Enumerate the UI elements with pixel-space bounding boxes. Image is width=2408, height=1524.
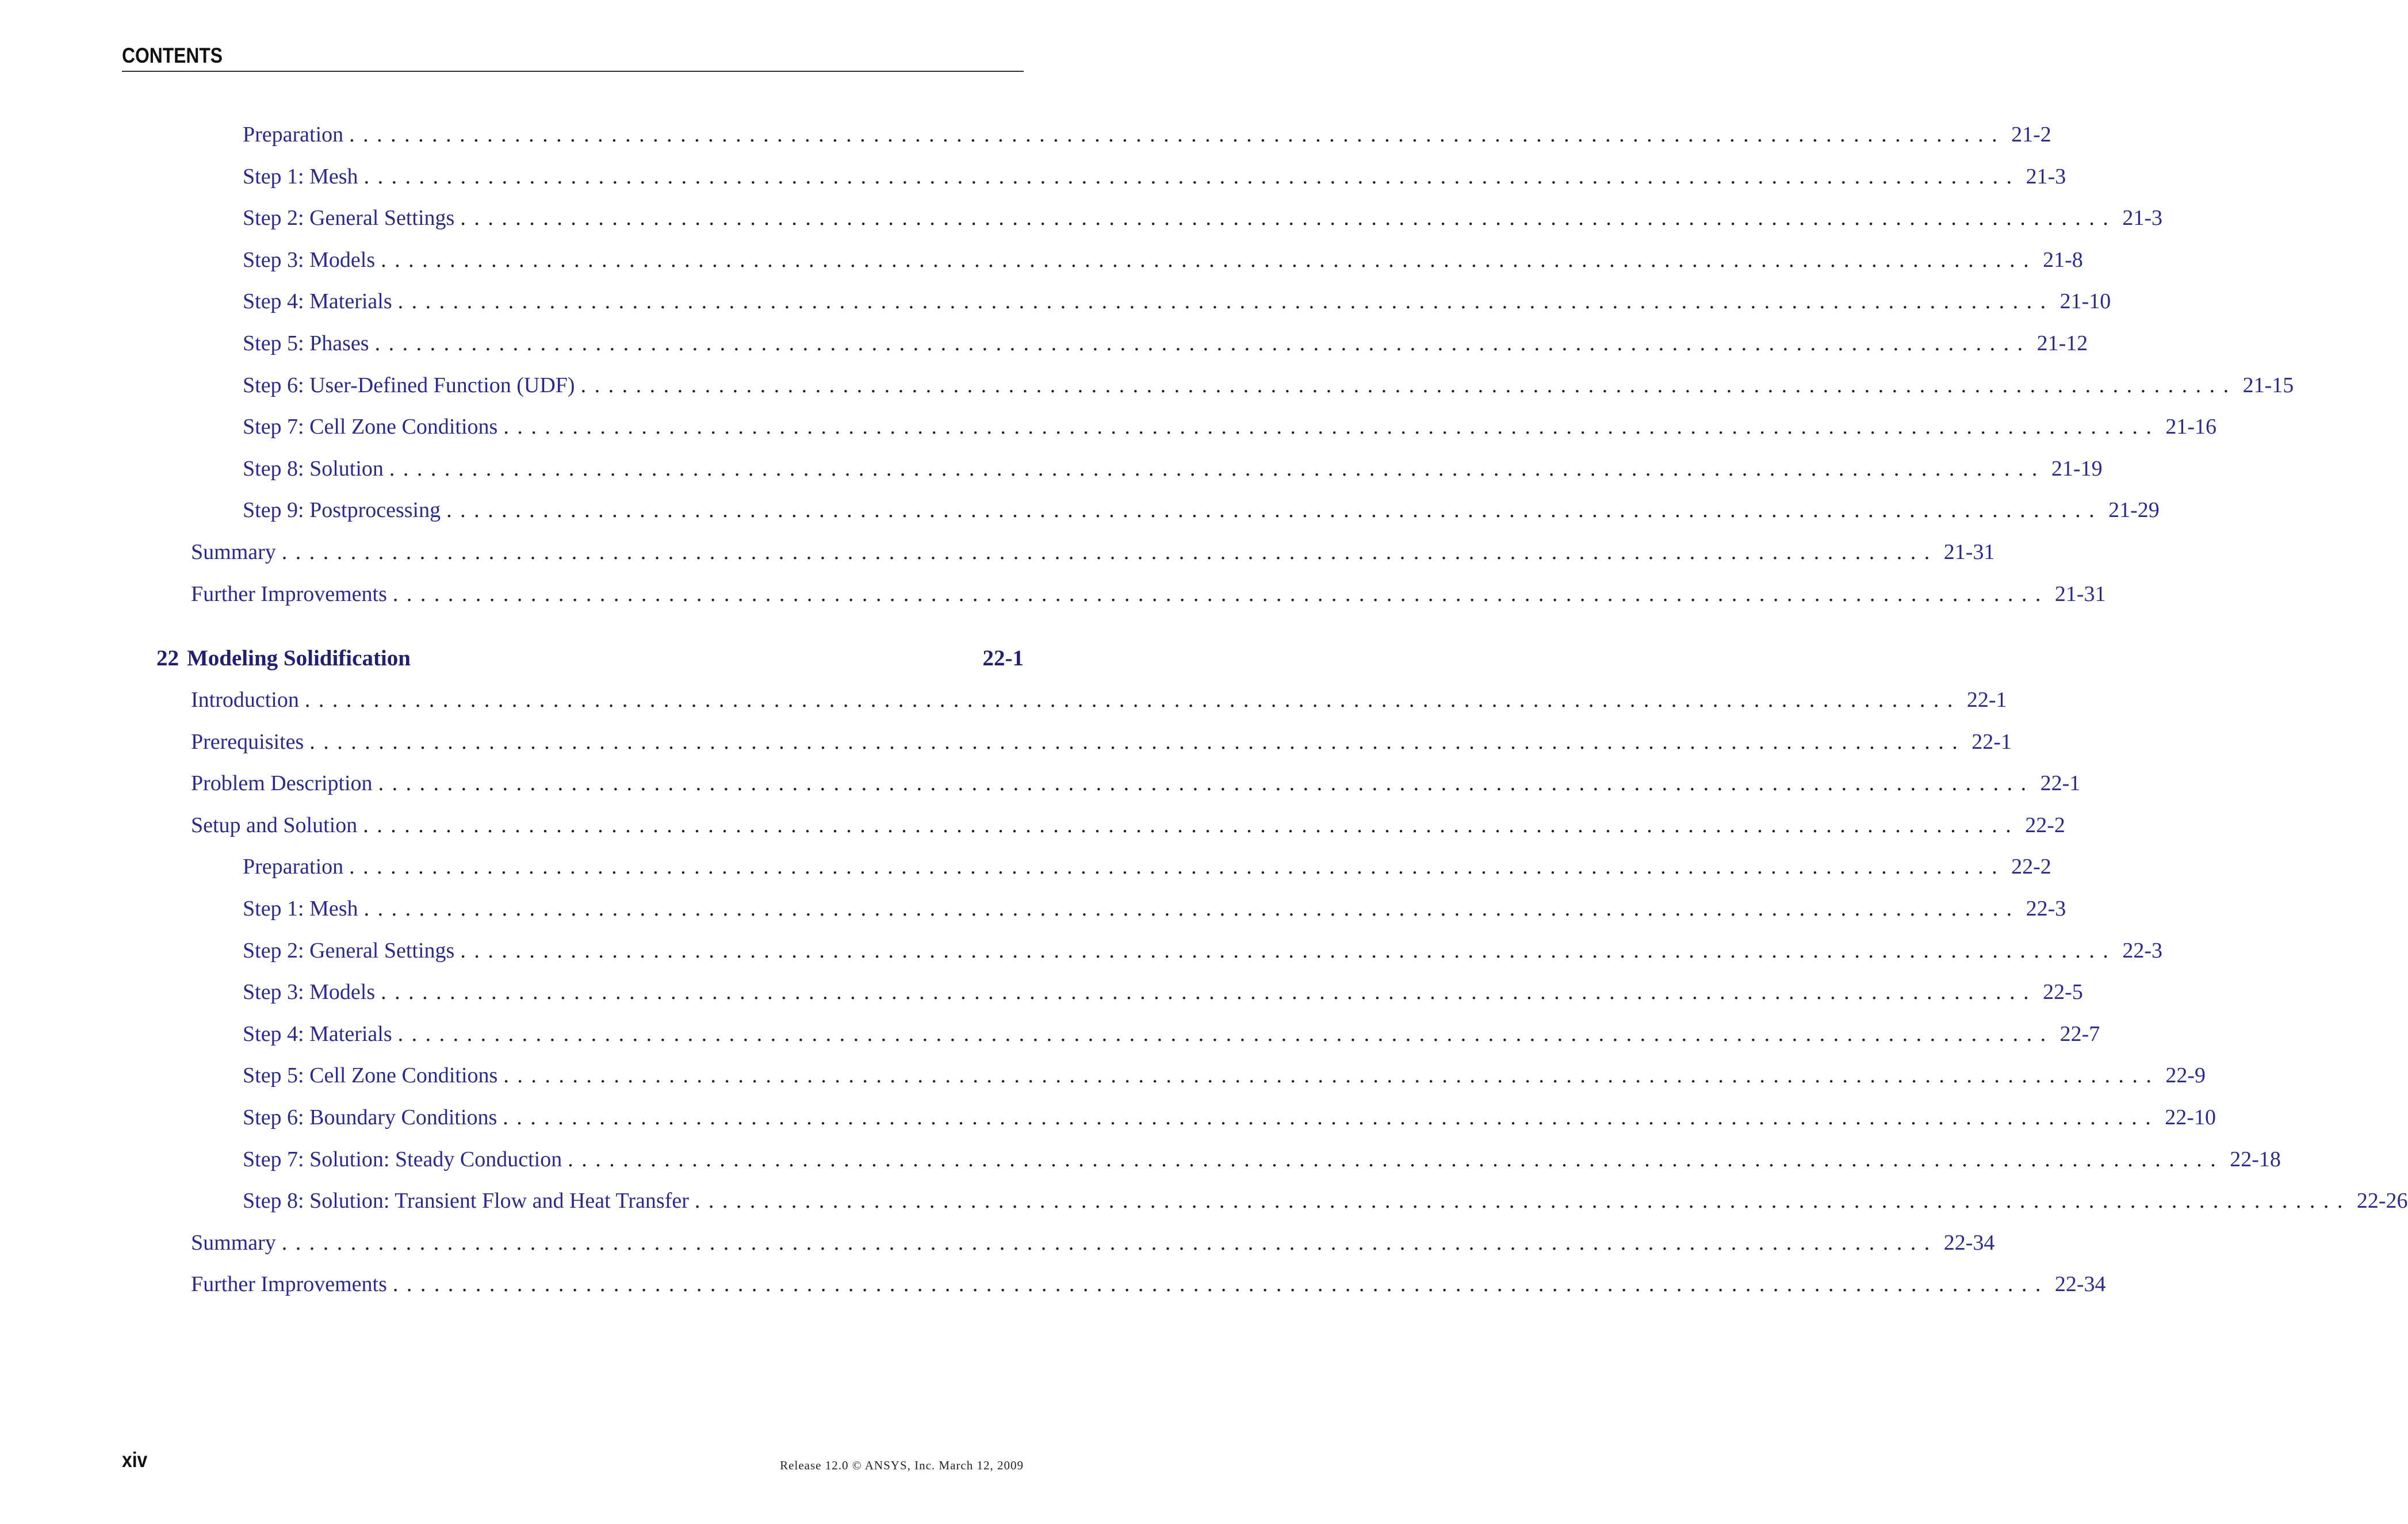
toc-entry-title: Step 6: Boundary Conditions [243,1105,497,1129]
dot-leader: ........................................................................................................................ [363,813,2020,837]
toc-entry-title: Step 2: General Settings [243,939,455,963]
toc-entry[interactable] [243,938,2162,972]
chapter-number: 22 [156,646,179,671]
chapter-title-group [156,645,411,671]
toc-entry[interactable] [243,1147,2281,1181]
toc-entry-title: Step 8: Solution: Transient Flow and Heat Transfer [243,1189,689,1213]
toc-entry[interactable] [243,497,2160,532]
toc-entry[interactable] [191,729,2012,764]
dot-leader: ........................................................................................................................ [281,1231,1938,1255]
toc-entry[interactable] [191,1230,1995,1265]
toc-entry-page: 22-7 [2059,1022,2100,1046]
toc-entry[interactable] [191,687,2007,722]
toc-entry[interactable] [243,456,2103,491]
toc-entry-title: Step 3: Models [243,248,376,272]
toc-entry-page: 21-31 [2054,582,2106,606]
toc-entry-page: 21-2 [2011,122,2051,147]
toc-entry-page: 21-19 [2051,457,2103,481]
dot-leader: ........................................................................................................................ [446,498,2103,522]
toc-entry-title: Summary [191,1231,276,1255]
chapter-page: 22-1 [982,646,1024,671]
dot-leader: ........................................................................................................................ [568,1147,2225,1171]
toc-entry-title: Step 5: Phases [243,331,369,355]
toc-entry-title: Step 2: General Settings [243,206,455,230]
dot-leader: ........................................................................................................................ [389,457,2046,481]
toc-entry[interactable] [243,289,2111,323]
toc-entry-title: Step 8: Solution [243,457,384,481]
dot-leader: ........................................................................................................................ [363,897,2020,921]
toc-entry-page: 22-2 [2025,813,2065,837]
toc-entry-page: 22-2 [2011,855,2051,879]
toc-entry-page: 22-5 [2043,980,2083,1004]
chapter-title: Modeling Solidification [187,646,411,671]
dot-leader: ........................................................................................................................ [503,1105,2160,1129]
toc-entry-page: 21-31 [1943,540,1995,564]
toc-entry[interactable] [243,1188,2408,1223]
toc-entry[interactable] [191,813,2065,847]
toc-entry[interactable] [243,164,2066,198]
dot-leader: ........................................................................................................................ [378,771,2035,795]
dot-leader: ........................................................................................................................ [397,289,2054,313]
toc-entry-page: 22-34 [1943,1231,1995,1255]
dot-leader: ........................................................................................................................ [392,582,2049,606]
toc-entry[interactable] [191,1272,2106,1306]
toc-entry-page: 22-26 [2356,1189,2408,1213]
toc-entry-title: Prerequisites [191,730,304,754]
toc-entry[interactable] [243,414,2216,449]
toc-entry-title: Step 3: Models [243,980,376,1004]
toc-entry-title: Step 9: Postprocessing [243,498,441,522]
dot-leader: ........................................................................................................................ [349,855,2006,879]
toc-entry-title: Summary [191,540,276,564]
toc-entry-page: 22-1 [1966,688,2007,712]
toc-entry-title: Step 1: Mesh [243,164,358,189]
toc-chapter-heading[interactable] [156,645,1024,680]
toc-entry[interactable] [243,1021,2100,1056]
toc-entry-page: 22-3 [2026,897,2066,921]
page-folio: xiv [122,1448,148,1472]
toc-entry-title: Introduction [191,688,299,712]
dot-leader: ........................................................................................................................ [397,1022,2054,1046]
toc-entry-title: Step 7: Cell Zone Conditions [243,415,498,439]
toc-entry[interactable] [243,896,2066,931]
toc-entry-page: 21-12 [2036,331,2088,355]
dot-leader: ........................................................................................................................ [304,688,1961,712]
dot-leader: ........................................................................................................................ [349,122,2006,147]
toc-entry-title: Step 6: User-Defined Function (UDF) [243,373,575,397]
dot-leader: ........................................................................................................................ [503,1063,2160,1088]
dot-leader: ........................................................................................................................ [381,980,2038,1004]
toc-entry[interactable] [243,205,2162,240]
toc-entry-page: 21-15 [2242,373,2294,397]
toc-entry-page: 22-10 [2165,1105,2216,1129]
dot-leader: ........................................................................................................................ [460,206,2117,230]
toc-entry[interactable] [191,581,2106,616]
toc-entry-title: Further Improvements [191,582,387,606]
dot-leader: ........................................................................................................................ [694,1189,2351,1213]
toc-entry-title: Step 4: Materials [243,289,392,313]
toc-entry-page: 22-34 [2054,1272,2106,1296]
toc-entry[interactable] [243,373,2294,407]
toc-entry-title: Setup and Solution [191,813,358,837]
toc-entry-page: 22-9 [2165,1063,2206,1088]
dot-leader: ........................................................................................................................ [381,248,2038,272]
toc-entry-title: Step 4: Materials [243,1022,392,1046]
toc-entry[interactable] [243,979,2083,1014]
toc-entry[interactable] [191,539,1995,574]
toc-entry-page: 21-16 [2165,415,2216,439]
toc-entry-title: Preparation [243,855,344,879]
toc-entry-page: 21-10 [2059,289,2111,313]
dot-leader: ........................................................................................................................ [309,730,1966,754]
running-head: CONTENTS [122,44,223,67]
dot-leader: ........................................................................................................................ [363,164,2020,189]
release-notice: Release 12.0 © ANSYS, Inc. March 12, 2009 [780,1458,1024,1472]
toc-entry-page: 22-1 [1971,730,2012,754]
header-rule [122,71,1024,72]
toc-entry-title: Step 7: Solution: Steady Conduction [243,1147,562,1171]
toc-entry-page: 21-8 [2043,248,2083,272]
toc-entry-title: Step 5: Cell Zone Conditions [243,1063,498,1088]
toc-entry-title: Preparation [243,122,344,147]
dot-leader: ........................................................................................................................ [374,331,2031,355]
dot-leader: ........................................................................................................................ [503,415,2160,439]
dot-leader: ........................................................................................................................ [580,373,2237,397]
toc-entry-page: 22-1 [2040,771,2081,795]
toc-entry[interactable] [243,1063,2206,1097]
toc-entry-page: 21-29 [2108,498,2160,522]
toc-entry-page: 22-18 [2230,1147,2281,1171]
toc-entry-page: 21-3 [2026,164,2066,189]
toc-entry[interactable] [243,854,2051,889]
toc-entry-title: Further Improvements [191,1272,387,1296]
toc-entry[interactable] [243,1105,2216,1139]
dot-leader: ........................................................................................................................ [460,939,2117,963]
dot-leader: ........................................................................................................................ [281,540,1938,564]
toc-entry[interactable] [243,247,2083,282]
dot-leader: ........................................................................................................................ [392,1272,2049,1296]
toc-entry[interactable] [191,771,2081,805]
toc-entry[interactable] [243,122,2051,156]
toc-entry-page: 22-3 [2122,939,2162,963]
toc-entry-page: 21-3 [2122,206,2162,230]
toc-entry-title: Step 1: Mesh [243,897,358,921]
toc-entry-title: Problem Description [191,771,373,795]
toc-entry[interactable] [243,331,2088,365]
